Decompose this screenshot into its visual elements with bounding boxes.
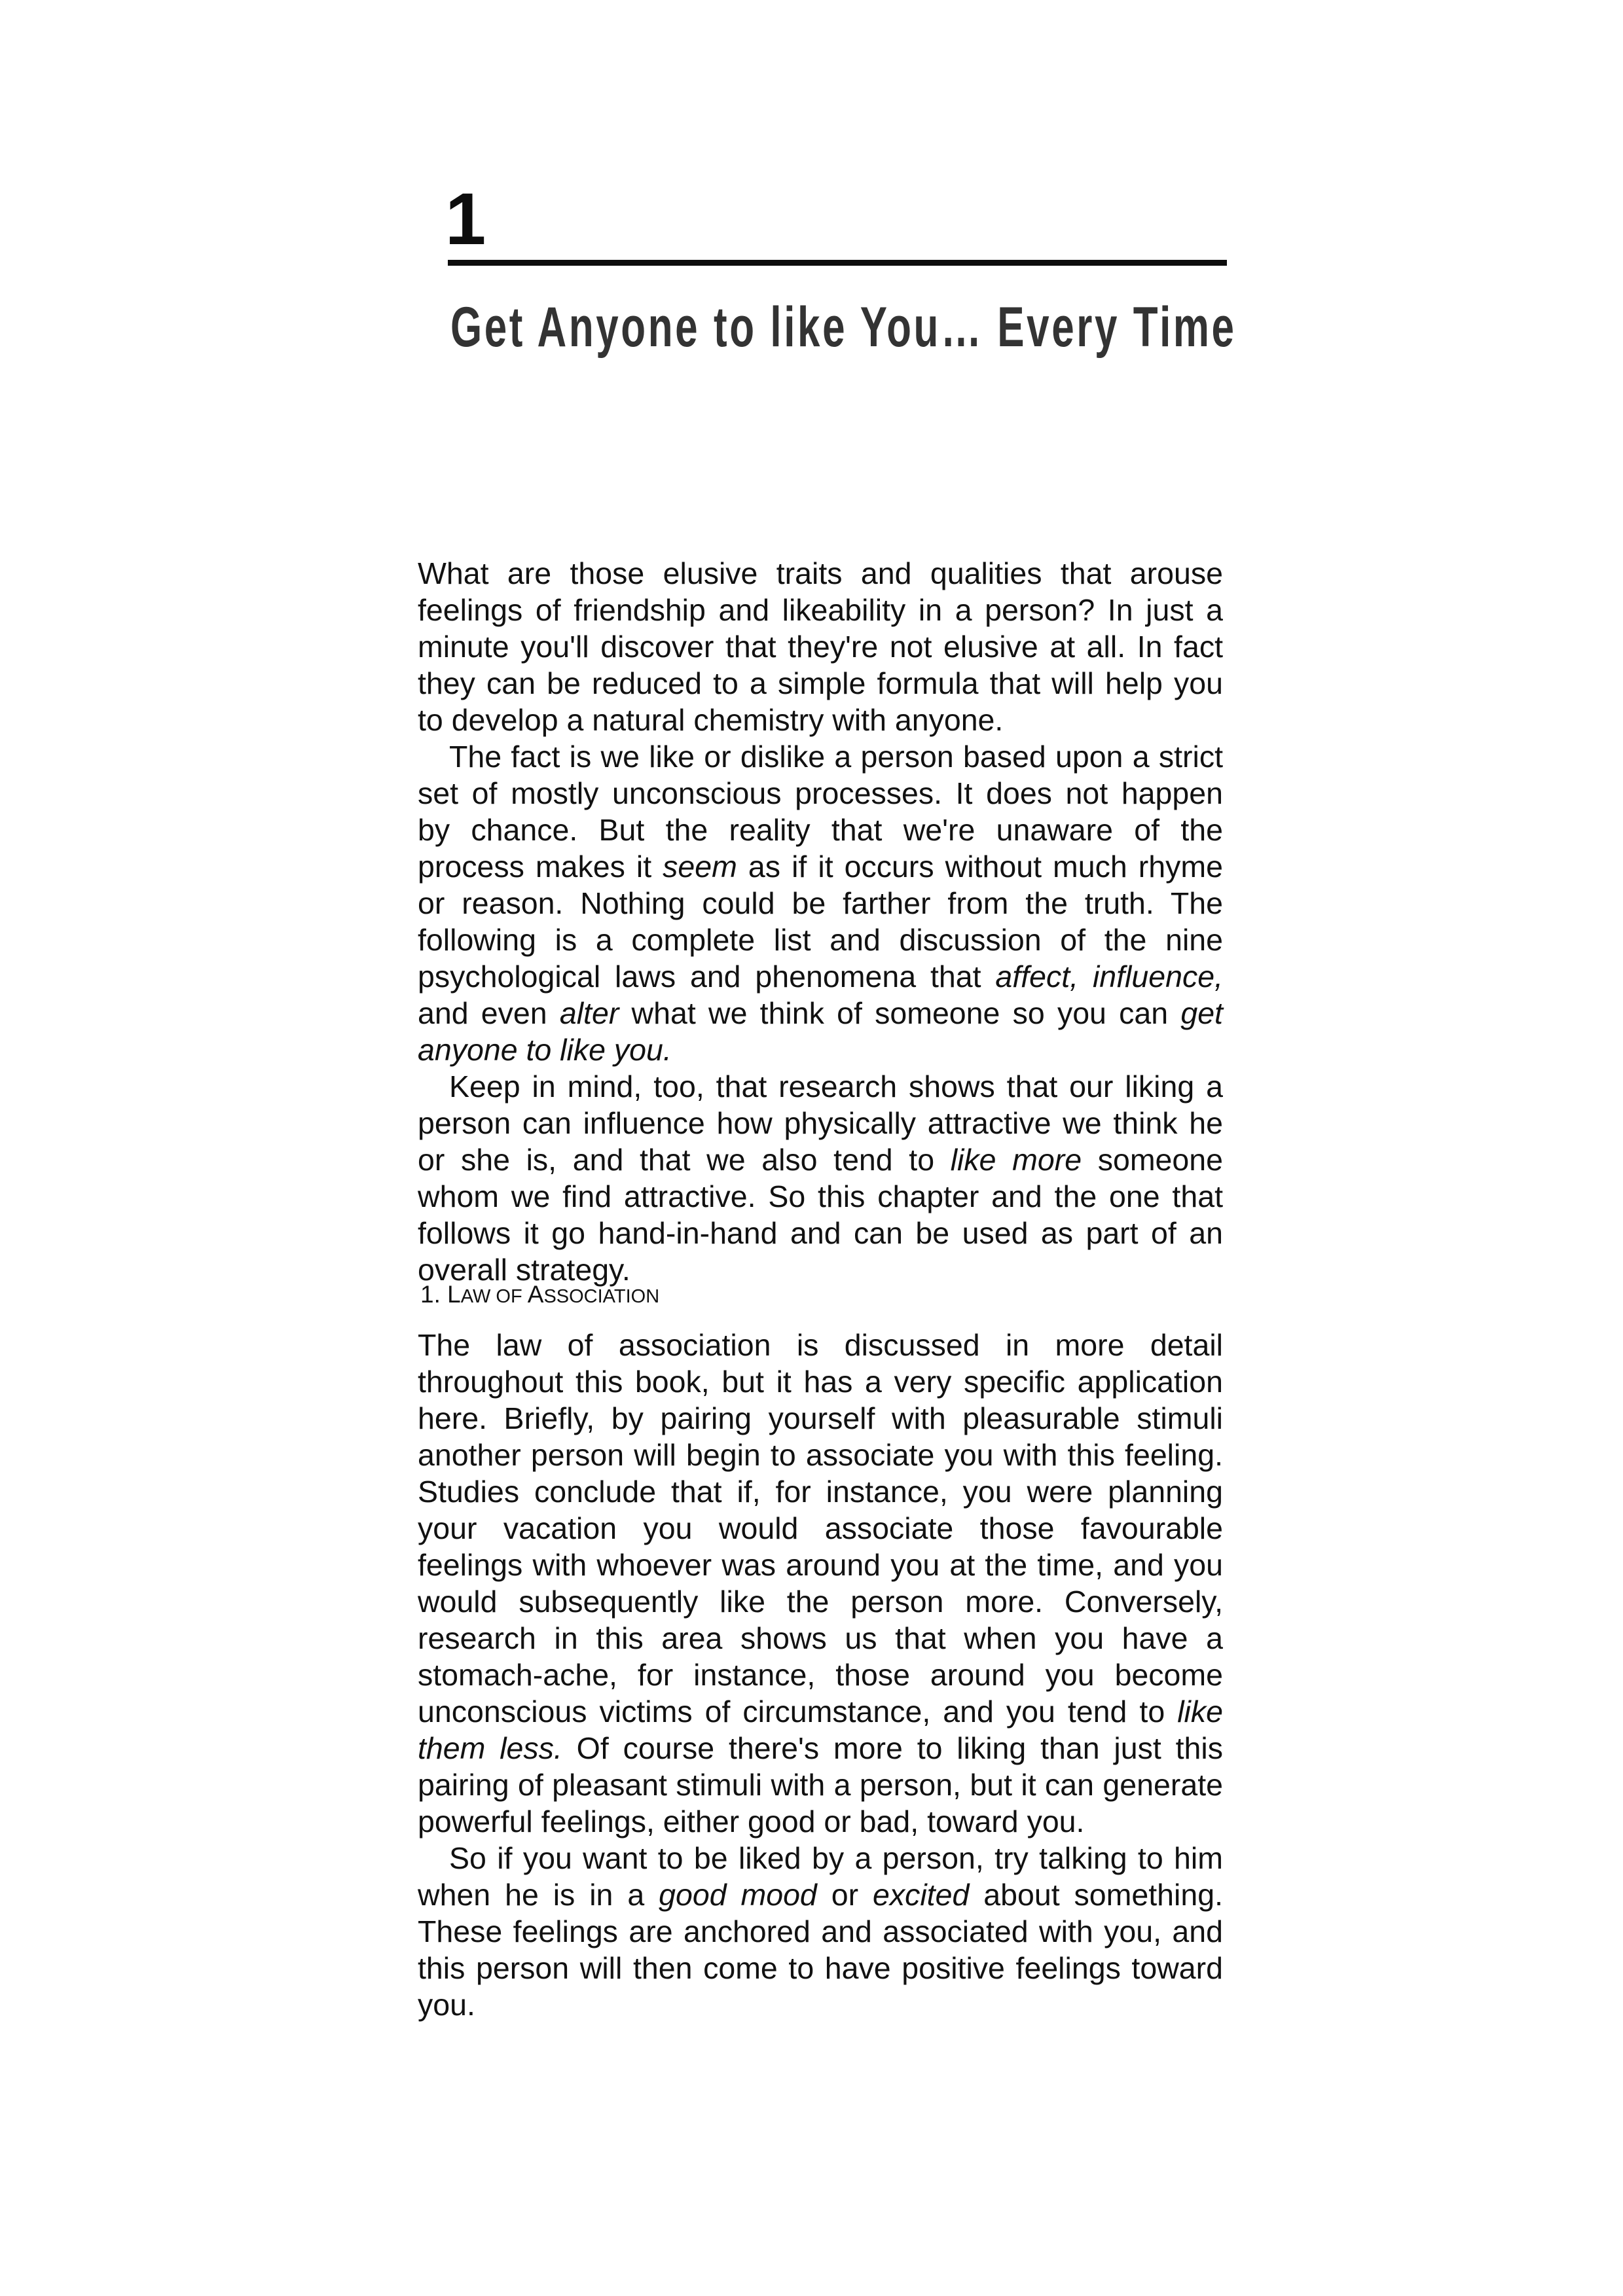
text-run: The law of association is discussed in more detail throughout this book, but it has a very specific application here. Briefly, by pairing yourself with pleasurable stimuli another person will begin to associate you with this feeling. Studies conclude that if, for instance, you were planning your vacation you would associate those favourable feelings with whoever was around you at the time, and you would subsequently like the person more. Conversely, research in this area shows us that when you have a stomach-ache, for instance, those around you become unconscious victims of circumstance, and you tend to xyxy=(418,1328,1223,1729)
emphasis: like them less. xyxy=(418,1695,1223,1765)
text-run: as if it occurs without much rhyme or reason. Nothing could be farther from the truth. The following is a complete list and discussion of the nine psychological laws and phenomena that xyxy=(418,850,1223,994)
text-run: So if you want to be liked by a person, try talking to him when he is in a xyxy=(418,1841,1223,1912)
chapter-rule xyxy=(448,260,1227,266)
text-run: and even xyxy=(418,996,560,1030)
emphasis: excited xyxy=(872,1878,970,1912)
emphasis: like more xyxy=(950,1143,1082,1177)
section-heading xyxy=(420,1278,659,1313)
chapter-number: 1 xyxy=(445,178,486,260)
text-run: or xyxy=(816,1878,873,1912)
heading-part: SSOCIATION xyxy=(543,1286,660,1307)
emphasis: good mood xyxy=(659,1878,817,1912)
intro-paragraph-3 xyxy=(418,1068,1223,1288)
emphasis: seem xyxy=(663,850,737,884)
intro-paragraph-2 xyxy=(418,738,1223,1068)
text-run: about something. These feelings are anchored and associated with you, and this person will then come to have positive feelings toward you. xyxy=(418,1878,1223,2022)
emphasis: get anyone to like you. xyxy=(418,996,1223,1067)
heading-part: AW OF xyxy=(460,1286,528,1307)
text-run: someone whom we find attractive. So this chapter and the one that follows it go hand-in-hand and can be used as part of an overall strategy. xyxy=(418,1143,1224,1287)
text-run: what we think of someone so you can xyxy=(619,996,1181,1030)
section-1-text xyxy=(418,1327,1223,2023)
intro-text xyxy=(418,555,1223,1288)
text-run: The fact is we like or dislike a person based upon a strict set of mostly unconscious processes. It does not happen by chance. But the reality that we're unaware of the process makes it xyxy=(418,740,1223,884)
chapter-title: Get Anyone to like You… Every Time xyxy=(450,296,1237,359)
intro-paragraph-1: What are those elusive traits and qualities that arouse feelings of friendship and likeability in a person? In just a minute you'll discover that they're not elusive at all. In fact they can be reduced to a simple formula that will help you to develop a natural chemistry with anyone. xyxy=(418,556,1223,737)
text-run: Keep in mind, too, that research shows that our liking a person can influence how physically attractive we think he or she is, and that we also tend to xyxy=(418,1069,1223,1177)
section-1-paragraph-1 xyxy=(418,1327,1223,1840)
emphasis: affect, influence, xyxy=(995,960,1224,994)
section-1-paragraph-2 xyxy=(418,1840,1223,2023)
heading-part: A xyxy=(527,1281,544,1308)
emphasis: alter xyxy=(559,996,619,1030)
heading-part: 1. L xyxy=(420,1281,461,1308)
text-run: Of course there's more to liking than just this pairing of pleasant stimuli with a person, but it can generate powerful feelings, either good or bad, toward you. xyxy=(418,1731,1223,1839)
